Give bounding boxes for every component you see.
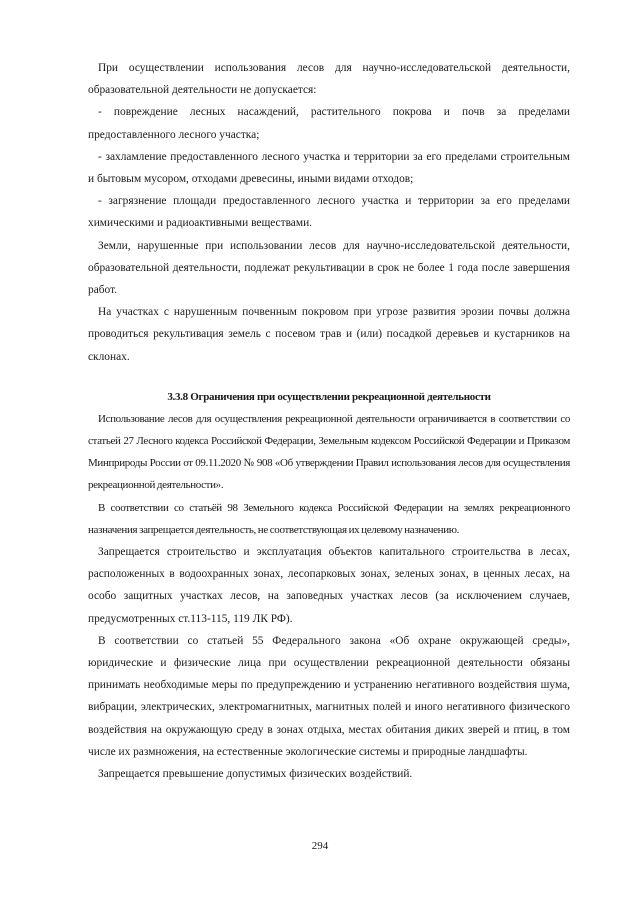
document-page — [88, 57, 570, 785]
paragraph-recreation-article-98: В соответствии со статьёй 98 Земельного кодекса Российской Федерации на землях рекреационного назначения запрещается деятельность, не соответствующая их целевому назначению. — [88, 501, 570, 536]
paragraph-construction-prohibition: Запрещается строительство и эксплуатация объектов капитального строительства в лесах, расположенных в водоохранных зонах, лесопарковых зонах, зеленых зонах, в ценных лесах, на особо защитных участках лесов, на заповедных участках лесов (за исключением случаев, предусмотренных ст.113-115, 119 ЛК РФ). — [88, 546, 570, 625]
paragraph-list-item-littering: - захламление предоставленного лесного участка и территории за его пределами строительным и бытовым мусором, отходами древесины, иными видами отходов; — [88, 150, 570, 186]
paragraph-environment-protection-law: В соответствии со статьей 55 Федерального закона «Об охране окружающей среды», юридические и физические лица при осуществлении рекреационной деятельности обязаны принимать необходимые меры по предупреждению и устранению негативного воздействия шума, вибрации, электрических, электромагнитных, магнитных полей и иного негативного физического воздействия на окружающую среду в зонах отдыха, местах обитания диких зверей и птиц, в том числе их размножения, на естественные экологические системы и природные ландшафты. — [88, 634, 570, 758]
paragraph-forest-research-restrictions: При осуществлении использования лесов для научно-исследовательской деятельности, образовательной деятельности не допускается: — [88, 62, 570, 97]
section-spacer — [88, 368, 570, 386]
paragraph-list-item-damage: - повреждение лесных насаждений, растительного покрова и почв за пределами предоставленного лесного участка; — [88, 106, 570, 141]
paragraph-land-reclamation: Земли, нарушенные при использовании лесов для научно-исследовательской деятельности, образовательной деятельности, подлежат рекультивации в срок не более 1 года после завершения работ. — [88, 239, 570, 297]
paragraph-list-item-pollution: - загрязнение площади предоставленного лесного участка и территории за его пределами химическими и радиоактивными веществами. — [88, 195, 570, 230]
paragraph-recreation-article-27: Использование лесов для осуществления рекреационной деятельности ограничивается в соответствии со статьей 27 Лесного кодекса Российской Федерации, Земельным кодексом Российской Федерации и Приказом Минприроды России от 09.11.2020 № 908 «Об утверждении Правил использования лесов для осуществления рекреационной деятельности». — [88, 412, 570, 492]
paragraph-physical-impact-limit: Запрещается превышение допустимых физических воздействий. — [98, 768, 413, 781]
paragraph-erosion-reclamation: На участках с нарушенным почвенным покровом при угрозе развития эрозии почвы должна проводиться рекультивация земель с посевом трав и (или) посадкой деревьев и кустарников на склонах. — [88, 306, 570, 363]
page-number: 294 — [311, 840, 329, 852]
section-heading: 3.3.8 Ограничения при осуществлении рекреационной деятельности — [167, 390, 491, 403]
